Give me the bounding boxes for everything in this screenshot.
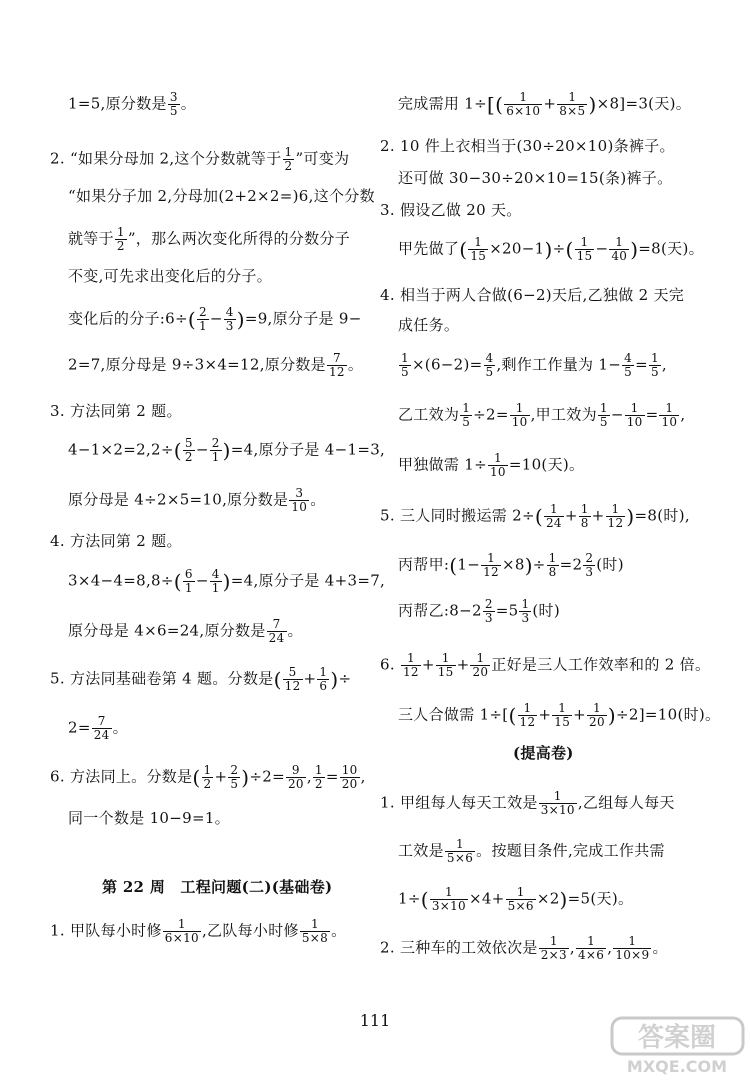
fraction: $\frac{1}{10}$ [626, 401, 643, 429]
left-q2-line-6: 2=7,原分母是 9÷3×4=12,原分数是 $\frac{7}{12}$ 。 [68, 351, 364, 379]
left-q4-line-3: 原分母是 4×6=24,原分数是 $\frac{7}{24}$ 。 [68, 617, 303, 645]
fraction: $\frac{1}{2}$ [314, 763, 323, 791]
fraction: $\frac{4}{5}$ [624, 351, 633, 379]
right-q2-line-1: 2. 10 件上衣相当于(30÷20×10)条裤子。 [380, 137, 675, 155]
left-q6-line-1: 6. 方法同上。分数是( $\frac{1}{2}$ + $\frac{2}{5}$ )÷2= $\frac{9}{20}$ , $\frac{1}{2}$ = $\frac{10}{20}$ , [50, 763, 366, 791]
left-q3-line-2: 4−1×2=2,2÷( $\frac{5}{2}$ − $\frac{2}{1}$ )=4,原分子是 4−1=3, [68, 436, 386, 464]
fraction: $\frac{7}{24}$ [93, 714, 110, 742]
right-q6-line-2: 三人合做需 1÷[( $\frac{1}{12}$ + $\frac{1}{15}$ + $\frac{1}{20}$ )÷2]=10(时)。 [398, 701, 721, 729]
fraction: $\frac{1}{5}$ [401, 351, 409, 379]
fraction: $\frac{1}{12}$ [483, 551, 499, 579]
left-s1-line-1: 1. 甲队每小时修 $\frac{1}{6\times 10}$ ,乙队每小时修 $\frac{1}{5\times 8}$ 。 [50, 917, 347, 945]
fraction: $\frac{1}{6\times 10}$ [506, 90, 541, 118]
fraction: $\frac{3}{5}$ [169, 90, 178, 118]
fraction: $\frac{1}{2}$ [116, 225, 125, 253]
fraction: $\frac{1}{5\times 6}$ [507, 885, 534, 913]
fraction: $\frac{1}{5\times 8}$ [301, 917, 329, 945]
fraction: $\frac{2}{1}$ [198, 305, 207, 333]
right-q4-line-3: $\frac{1}{5}$ ×(6−2)= $\frac{4}{5}$ ,剩作工作量为 1− $\frac{4}{5}$ = $\frac{1}{5}$ , [401, 351, 667, 379]
left-q2-line-2: “如果分子加 2,分母加(2+2×2=)6,这个分数 [68, 187, 375, 205]
left-q5-line-1: 5. 方法同基础卷第 4 题。分数是( $\frac{5}{12}$ + $\frac{1}{6}$ )÷ [50, 665, 352, 693]
page-number: 111 [359, 1011, 391, 1030]
right-q6-line-1: 6. $\frac{1}{12}$ + $\frac{1}{15}$ + $\frac{1}{20}$ 正好是三人工作效率和的 2 倍。 [380, 651, 711, 679]
right-t1-line-3: 1÷( $\frac{1}{3\times 10}$ ×4+ $\frac{1}{5\times 6}$ ×2)=5(天)。 [398, 885, 634, 913]
watermark-title: 答案圈 [637, 1023, 717, 1053]
right-q5-line-1: 5. 三人同时搬运需 2÷( $\frac{1}{24}$ + $\frac{1}{8}$ + $\frac{1}{12}$ )=8(时), [380, 502, 690, 530]
fraction: $\frac{1}{15}$ [576, 235, 593, 263]
fraction: $\frac{3}{10}$ [291, 486, 308, 514]
right-q2-line-2: 还可做 30−30÷20×10=15(条)裤子。 [398, 169, 673, 187]
right-t1-line-1: 1. 甲组每人每天工效是 $\frac{1}{3\times 10}$ ,乙组每人每天 [380, 789, 675, 817]
fraction: $\frac{2}{3}$ [585, 551, 594, 579]
fraction: $\frac{7}{24}$ [268, 617, 285, 645]
right-t2-line-1: 2. 三种车的工效依次是 $\frac{1}{2\times 3}$ , $\frac{1}{4\times 6}$ , $\frac{1}{10\times 9}$ 。 [380, 934, 668, 962]
fraction: $\frac{5}{2}$ [184, 436, 193, 464]
fraction: $\frac{1}{15}$ [470, 235, 487, 263]
fraction: $\frac{1}{10}$ [661, 401, 678, 429]
left-q4-line-2: 3×4−4=8,8÷( $\frac{6}{1}$ − $\frac{4}{1}$ )=4,原分子是 4+3=7, [68, 567, 386, 595]
right-q4-line-4: 乙工效为 $\frac{1}{5}$ ÷2= $\frac{1}{10}$ ,甲工效为 $\frac{1}{5}$ − $\frac{1}{10}$ = $\frac{1}{10}$ , [398, 401, 686, 429]
fraction: $\frac{1}{6\times 10}$ [164, 917, 199, 945]
right-q3-line-1: 3. 假设乙做 20 天。 [380, 201, 522, 219]
fraction: $\frac{1}{8}$ [580, 502, 589, 530]
fraction: $\frac{2}{3}$ [484, 597, 493, 625]
left-q2-line-5: 变化后的分子:6÷( $\frac{2}{1}$ − $\frac{4}{3}$ )=9,原分子是 9− [68, 305, 362, 333]
fraction: $\frac{1}{15}$ [437, 651, 454, 679]
fraction: $\frac{1}{5}$ [650, 351, 659, 379]
fraction: $\frac{1}{6}$ [319, 665, 328, 693]
fraction: $\frac{1}{12}$ [519, 701, 536, 729]
right-q4-line-1: 4. 相当于两人合做(6−2)天后,乙独做 2 天完 [380, 286, 685, 304]
fraction: $\frac{1}{5\times 6}$ [446, 837, 474, 865]
right-q5-line-3: 丙帮乙:8−2 $\frac{2}{3}$ =5 $\frac{1}{3}$ (时) [398, 597, 561, 625]
left-line-1: 1=5,原分数是 $\frac{3}{5}$ 。 [68, 90, 197, 118]
left-q3-line-3: 原分母是 4÷2×5=10,原分数是 $\frac{3}{10}$ 。 [68, 486, 326, 514]
fraction: $\frac{10}{20}$ [341, 763, 358, 791]
left-q5-line-2: 2= $\frac{7}{24}$ 。 [68, 714, 128, 742]
right-t1-line-2: 工效是 $\frac{1}{5\times 6}$ 。按题目条件,完成工作共需 [398, 837, 665, 865]
fraction: $\frac{1}{20}$ [472, 651, 489, 679]
fraction: $\frac{1}{10}$ [489, 451, 506, 479]
fraction: $\frac{1}{3}$ [521, 597, 530, 625]
fraction: $\frac{1}{2\times 3}$ [540, 934, 567, 962]
fraction: $\frac{1}{10\times 9}$ [615, 934, 650, 962]
fraction: $\frac{1}{8\times 5}$ [559, 90, 586, 118]
fraction: $\frac{1}{3\times 10}$ [540, 789, 575, 817]
fraction: $\frac{4}{1}$ [211, 567, 220, 595]
fraction: $\frac{1}{4\times 6}$ [578, 934, 605, 962]
left-q2-line-1: 2. “如果分母加 2,这个分数就等于 $\frac{1}{2}$ ”可变为 [50, 145, 350, 173]
fraction: $\frac{2}{1}$ [211, 436, 220, 464]
fraction: $\frac{1}{12}$ [402, 651, 419, 679]
right-q4-line-2: 成任务。 [398, 316, 460, 334]
fraction: $\frac{1}{2}$ [203, 763, 212, 791]
right-line-1: 完成需用 1÷[( $\frac{1}{6\times 10}$ + $\frac{1}{8\times 5}$ )×8]=3(天)。 [398, 90, 692, 118]
fraction: $\frac{6}{1}$ [184, 567, 193, 595]
fraction: $\frac{1}{5}$ [462, 401, 471, 429]
fraction: $\frac{4}{3}$ [225, 305, 234, 333]
fraction: $\frac{1}{3\times 10}$ [431, 885, 466, 913]
left-q2-line-4: 不变,可先求出变化后的分子。 [68, 267, 272, 285]
watermark-domain: MXQE.COM [626, 1057, 728, 1076]
fraction: $\frac{1}{5}$ [599, 401, 608, 429]
left-q6-line-2: 同一个数是 10−9=1。 [68, 809, 230, 827]
fraction: $\frac{9}{20}$ [287, 763, 304, 791]
right-q3-line-2: 甲先做了( $\frac{1}{15}$ ×20−1)÷( $\frac{1}{15}$ − $\frac{1}{40}$ )=8(天)。 [398, 235, 704, 263]
fraction: $\frac{1}{24}$ [545, 502, 562, 530]
right-q4-line-5: 甲独做需 1÷ $\frac{1}{10}$ =10(天)。 [398, 451, 585, 479]
fraction: $\frac{1}{8}$ [548, 551, 557, 579]
left-q2-line-3: 就等于 $\frac{1}{2}$ ”，那么两次变化所得的分数分子 [68, 225, 351, 253]
fraction: $\frac{7}{12}$ [328, 351, 345, 379]
fraction: $\frac{5}{12}$ [284, 665, 301, 693]
section-title: 第 22 周 工程问题(二)(基础卷) [102, 878, 333, 896]
fraction: $\frac{1}{2}$ [284, 145, 293, 173]
fraction: $\frac{4}{5}$ [485, 351, 494, 379]
fraction: $\frac{1}{12}$ [607, 502, 624, 530]
fraction: $\frac{2}{5}$ [230, 763, 239, 791]
left-q3-line-1: 3. 方法同第 2 题。 [50, 402, 182, 420]
section-heading: (提高卷) [513, 744, 574, 762]
fraction: $\frac{1}{15}$ [554, 701, 571, 729]
right-q5-line-2: 丙帮甲:(1− $\frac{1}{12}$ ×8)÷ $\frac{1}{8}$ =2 $\frac{2}{3}$ (时) [398, 551, 624, 579]
left-q4-line-1: 4. 方法同第 2 题。 [50, 532, 182, 550]
fraction: $\frac{1}{20}$ [589, 701, 605, 729]
watermark-logo [610, 1015, 745, 1077]
fraction: $\frac{1}{40}$ [611, 235, 628, 263]
fraction: $\frac{1}{10}$ [511, 401, 528, 429]
